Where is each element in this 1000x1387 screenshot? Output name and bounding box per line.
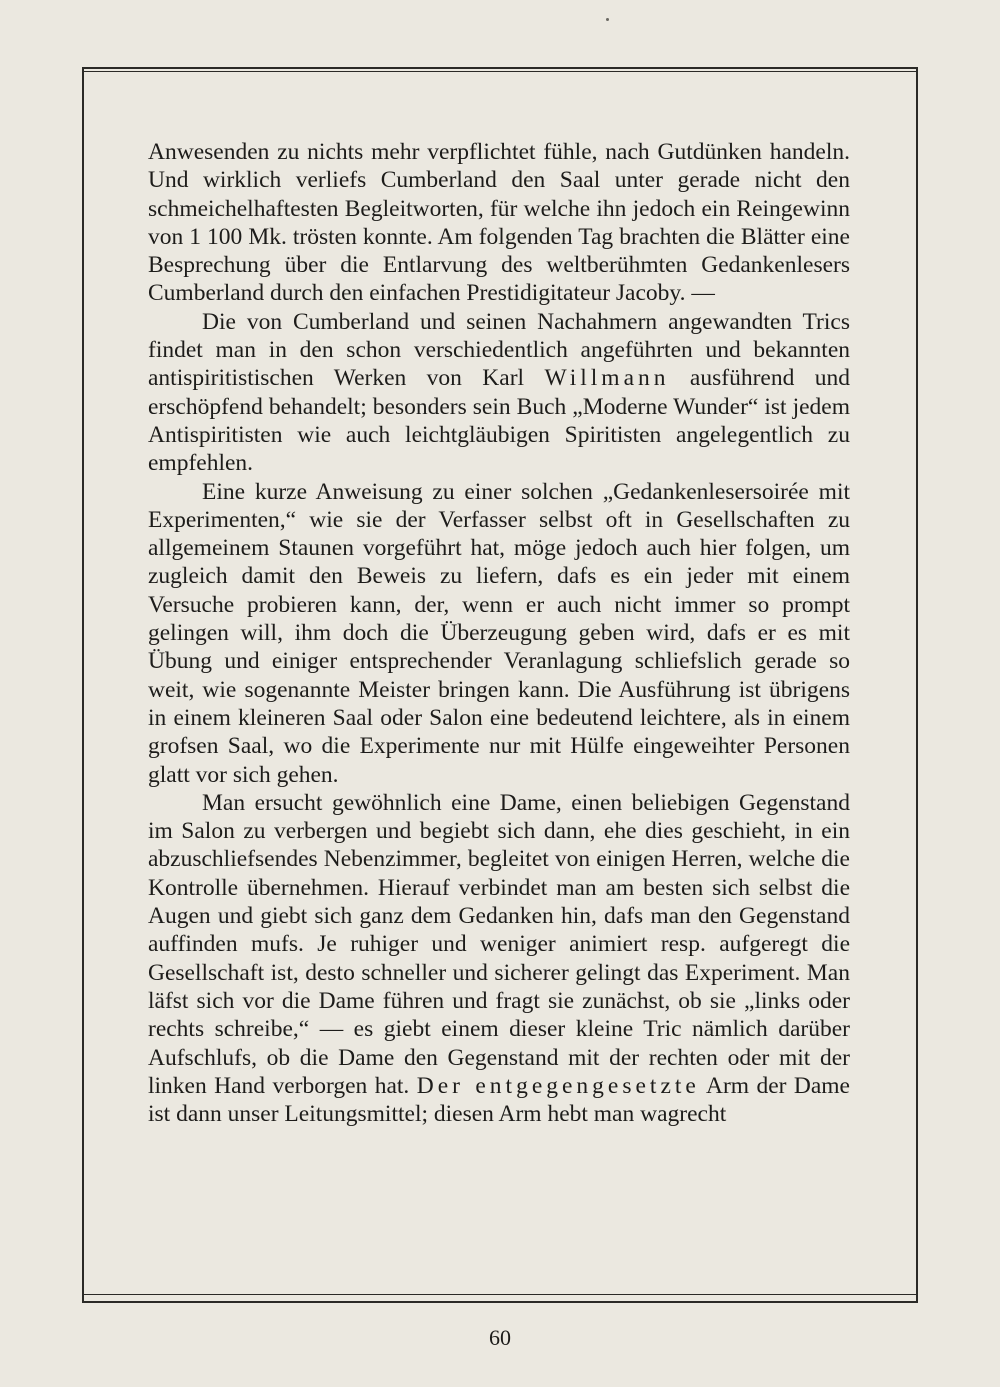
- emphasized-text: Der entgegengesetzte: [416, 1072, 700, 1099]
- paragraph-text: Arm der Dame ist dann unser Leitungsmittel; diesen Arm hebt man wagrecht: [148, 1072, 850, 1128]
- paragraph: [148, 789, 850, 1129]
- emphasized-text: Willmann: [544, 365, 670, 392]
- print-speck: [606, 18, 609, 21]
- paragraph: [148, 308, 850, 478]
- page-number: 60: [489, 1325, 511, 1350]
- paragraph: [148, 478, 850, 789]
- body-text: [148, 138, 850, 1128]
- paragraph-text: Die von Cumberland und seinen Nachahmern angewandten Trics findet man in den schon verschiedentlich angeführten und bekannten antispiritistischen Werken von Karl: [148, 308, 850, 392]
- bottom-rule: [82, 1294, 918, 1295]
- paragraph-text: Anwesenden zu nichts mehr verpflichtet fühle, nach Gutdünken handeln. Und wirklich verliefs Cumberland den Saal unter gerade nicht den schmeichelhaftesten Begleitworten, für welche ihn jedoch ein Reingewinn von 1 100 Mk. trösten konnte. Am folgenden Tag brachten die Blätter eine Besprechung über die Entlarvung des weltberühmten Gedankenlesers Cumberland durch den einfachen Prestidigitateur Jacoby. —: [148, 139, 850, 307]
- paragraph: [148, 138, 850, 308]
- paragraph-text: Eine kurze Anweisung zu einer solchen „Gedankenlesersoirée mit Experimenten,“ wie sie der Verfasser selbst oft in Gesellschaften zu allgemeinem Staunen vorgeführt hat, möge jedoch auch hier folgen, um zugleich damit den Beweis zu liefern, dafs es ein jeder mit einem Versuche probieren kann, der, wenn er auch nicht immer so prompt gelingen will, ihm doch die Überzeugung geben wird, dafs er es mit Übung und einiger entsprechender Veranlagung schliefslich gerade so weit, wie sogenannte Meister bringen kann. Die Ausführung ist übrigens in einem kleineren Saal oder Salon eine bedeutend leichtere, als in einem grofsen Saal, wo die Experimente nur mit Hülfe eingeweihter Personen glatt vor sich gehen.: [148, 478, 850, 788]
- paragraph-text: ausführend und erschöpfend behandelt; besonders sein Buch „Moderne Wunder“ ist jedem Antispiritisten wie auch leichtgläubigen Spiritisten angelegentlich zu empfehlen.: [148, 365, 850, 477]
- top-rule: [82, 71, 918, 72]
- paragraph-text: Man ersucht gewöhnlich eine Dame, einen beliebigen Gegenstand im Salon zu verbergen und begiebt sich dann, ehe dies geschieht, in ein abzuschliefsendes Nebenzimmer, begleitet von einigen Herren, welche die Kontrolle übernehmen. Hierauf verbindet man am besten sich selbst die Augen und giebt sich ganz dem Gedanken hin, dafs man den Gegenstand auffinden mufs. Je ruhiger und weniger animiert resp. aufgeregt die Gesellschaft ist, desto schneller und sicherer gelingt das Experiment. Man läfst sich vor die Dame führen und fragt sie zunächst, ob sie „links oder rechts schreibe,“ — es giebt einem dieser kleine Tric nämlich darüber Aufschlufs, ob die Dame den Gegenstand mit der rechten oder mit der linken Hand verborgen hat.: [148, 789, 850, 1099]
